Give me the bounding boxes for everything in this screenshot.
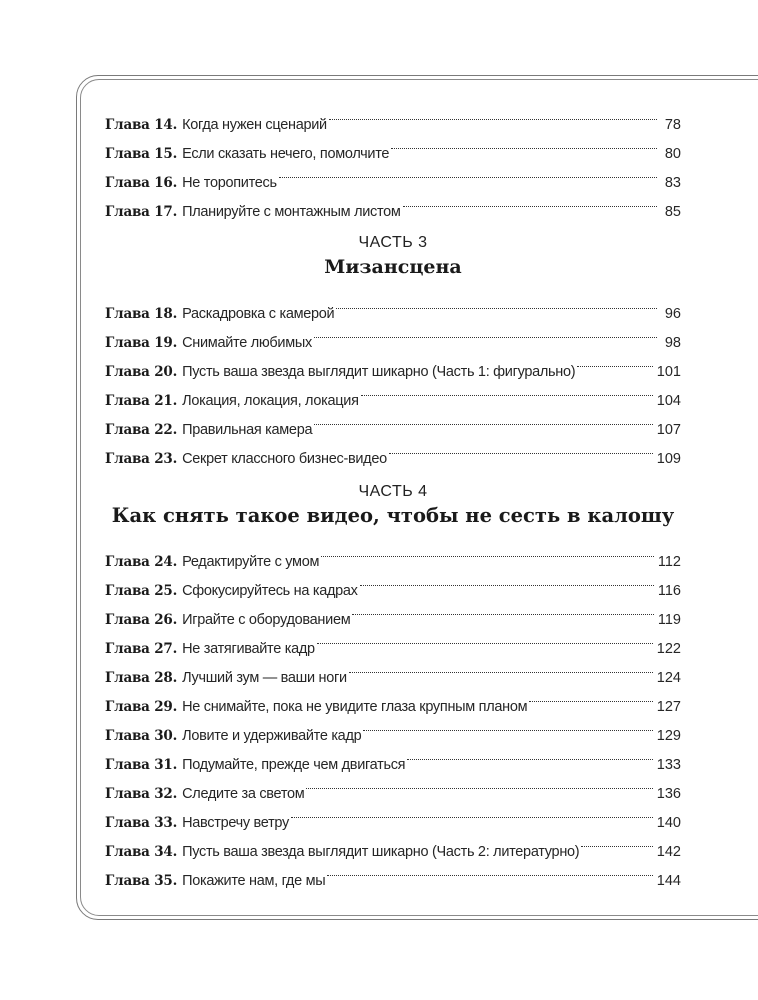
chapter-title: Подумайте, прежде чем двигаться (182, 757, 406, 773)
table-of-contents (105, 100, 681, 889)
chapter-page-number: 122 (656, 641, 681, 657)
dot-leader (391, 129, 657, 158)
part-title: Мизансцена (324, 256, 462, 278)
chapter-page-number: 83 (664, 175, 681, 191)
dot-leader (363, 711, 652, 740)
chapter-label: Глава 20. (105, 364, 178, 380)
chapter-title: Раскадровка с камерой (182, 306, 335, 322)
chapter-label: Глава 19. (105, 335, 178, 351)
chapter-title: Пусть ваша звезда выглядит шикарно (Часть 1: фигурально) (182, 364, 576, 380)
chapter-label: Глава 27. (105, 641, 178, 657)
chapter-label: Глава 16. (105, 175, 178, 191)
dot-leader (291, 798, 653, 827)
dot-leader (360, 566, 654, 595)
chapter-title: Следите за светом (182, 786, 305, 802)
part-number: ЧАСТЬ 3 (358, 234, 428, 251)
chapter-title: Планируйте с монтажным листом (182, 204, 401, 220)
chapter-page-number: 109 (656, 451, 681, 467)
chapter-title: Пусть ваша звезда выглядит шикарно (Часть 2: литературно) (182, 844, 580, 860)
chapter-label: Глава 24. (105, 554, 178, 570)
chapter-page-number: 107 (656, 422, 681, 438)
toc-section-part-4 (105, 537, 681, 889)
toc-entry[interactable] (105, 100, 681, 133)
chapter-title: Правильная камера (182, 422, 313, 438)
chapter-label: Глава 32. (105, 786, 178, 802)
dot-leader (321, 537, 654, 566)
chapter-page-number: 78 (664, 117, 681, 133)
chapter-label: Глава 28. (105, 670, 178, 686)
dot-leader (329, 100, 657, 129)
dot-leader (407, 740, 653, 769)
chapter-title: Локация, локация, локация (182, 393, 359, 409)
dot-leader (581, 827, 652, 856)
chapter-page-number: 124 (656, 670, 681, 686)
dot-leader (352, 595, 654, 624)
chapter-page-number: 142 (656, 844, 681, 860)
dot-leader (279, 158, 657, 187)
chapter-page-number: 98 (664, 335, 681, 351)
toc-entry[interactable] (105, 289, 681, 322)
chapter-label: Глава 15. (105, 146, 178, 162)
part-title: Как снять такое видео, чтобы не сесть в калошу (111, 504, 675, 527)
chapter-title: Секрет классного бизнес-видео (182, 451, 387, 467)
dot-leader (327, 856, 652, 885)
chapter-page-number: 80 (664, 146, 681, 162)
chapter-page-number: 127 (656, 699, 681, 715)
chapter-label: Глава 33. (105, 815, 178, 831)
chapter-page-number: 101 (656, 364, 681, 380)
chapter-label: Глава 21. (105, 393, 178, 409)
dot-leader (577, 347, 652, 376)
dot-leader (529, 682, 653, 711)
chapter-title: Лучший зум — ваши ноги (182, 670, 347, 686)
toc-entry[interactable] (105, 537, 681, 570)
dot-leader (336, 289, 657, 318)
chapter-label: Глава 30. (105, 728, 178, 744)
chapter-title: Навстречу ветру (182, 815, 289, 831)
chapter-title: Если сказать нечего, помолчите (182, 146, 390, 162)
chapter-label: Глава 22. (105, 422, 178, 438)
chapter-label: Глава 17. (105, 204, 178, 220)
chapter-title: Не торопитесь (182, 175, 277, 191)
chapter-label: Глава 34. (105, 844, 178, 860)
chapter-title: Когда нужен сценарий (182, 117, 327, 133)
part-heading (105, 232, 681, 280)
dot-leader (361, 376, 653, 405)
chapter-title: Не снимайте, пока не увидите глаза крупным планом (182, 699, 528, 715)
toc-section-continued (105, 100, 681, 220)
chapter-label: Глава 26. (105, 612, 178, 628)
chapter-page-number: 133 (656, 757, 681, 773)
chapter-title: Ловите и удерживайте кадр (182, 728, 362, 744)
chapter-title: Не затягивайте кадр (182, 641, 315, 657)
chapter-label: Глава 29. (105, 699, 178, 715)
dot-leader (389, 434, 653, 463)
chapter-label: Глава 18. (105, 306, 178, 322)
dot-leader (314, 405, 653, 434)
chapter-label: Глава 14. (105, 117, 178, 133)
dot-leader (314, 318, 657, 347)
chapter-label: Глава 31. (105, 757, 178, 773)
chapter-title: Покажите нам, где мы (182, 873, 326, 889)
chapter-label: Глава 23. (105, 451, 178, 467)
chapter-page-number: 104 (656, 393, 681, 409)
chapter-page-number: 129 (656, 728, 681, 744)
chapter-page-number: 85 (664, 204, 681, 220)
dot-leader (306, 769, 652, 798)
chapter-page-number: 119 (657, 612, 681, 628)
chapter-title: Играйте с оборудованием (182, 612, 351, 628)
toc-section-part-3 (105, 289, 681, 467)
dot-leader (349, 653, 653, 682)
chapter-page-number: 96 (664, 306, 681, 322)
chapter-page-number: 144 (656, 873, 681, 889)
part-heading (105, 481, 681, 529)
chapter-label: Глава 25. (105, 583, 178, 599)
chapter-page-number: 116 (657, 583, 681, 599)
chapter-label: Глава 35. (105, 873, 178, 889)
chapter-page-number: 140 (656, 815, 681, 831)
chapter-title: Редактируйте с умом (182, 554, 320, 570)
chapter-page-number: 112 (657, 554, 681, 570)
chapter-title: Сфокусируйтесь на кадрах (182, 583, 358, 599)
part-number: ЧАСТЬ 4 (358, 483, 428, 500)
dot-leader (317, 624, 653, 653)
chapter-title: Снимайте любимых (182, 335, 312, 351)
dot-leader (403, 187, 657, 216)
chapter-page-number: 136 (656, 786, 681, 802)
